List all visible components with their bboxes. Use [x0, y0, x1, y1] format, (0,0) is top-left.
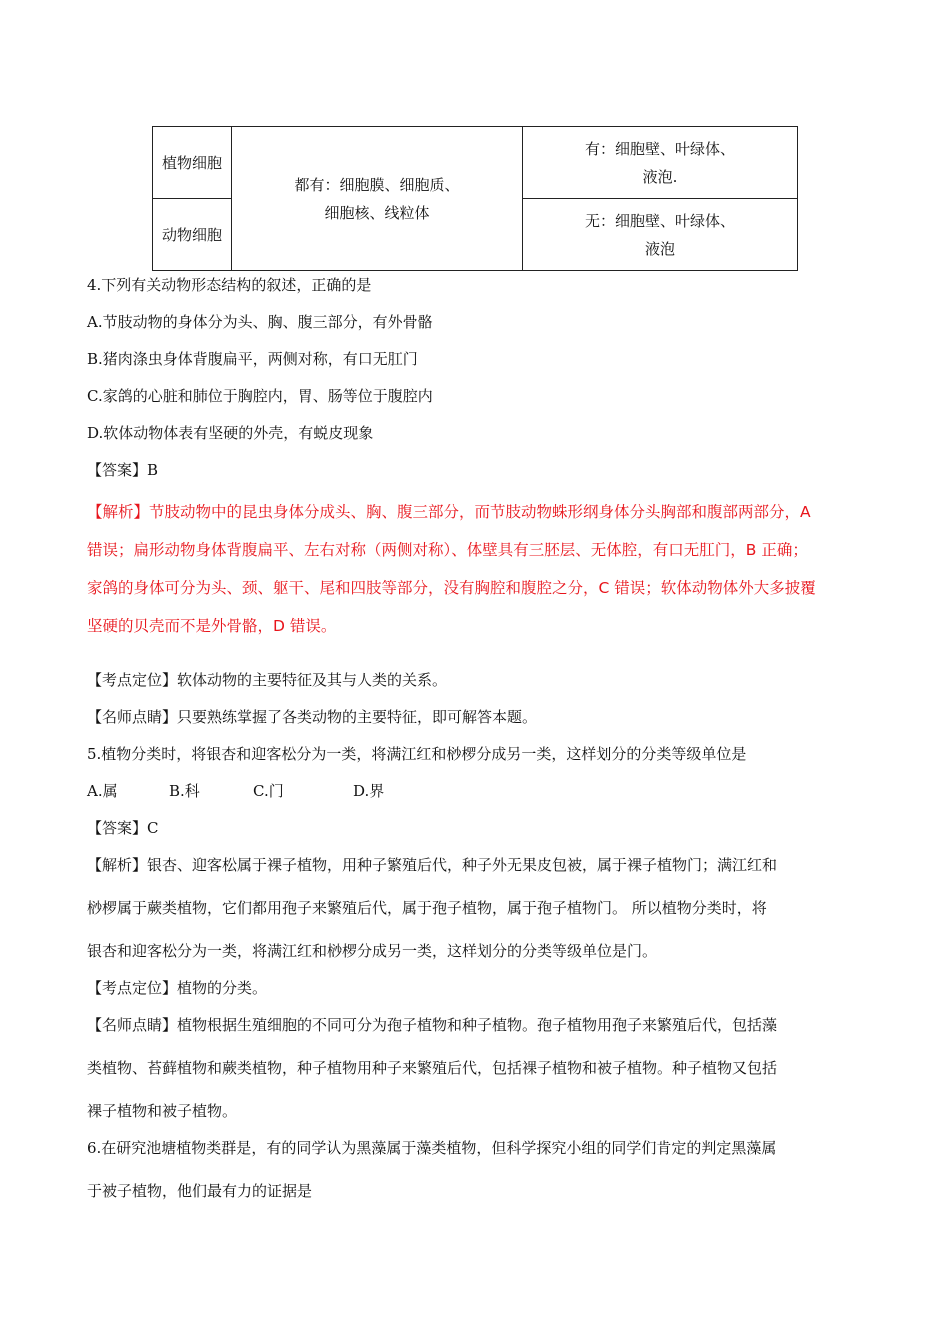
table-cell-common: [232, 127, 523, 271]
question-4-option-d: D.软体动物体表有坚硬的外壳，有蜕皮现象: [87, 424, 374, 442]
question-5-analysis-line: 桫椤属于蕨类植物，它们都用孢子来繁殖后代，属于孢子植物，属于孢子植物门。 所以植物分类时，将: [87, 899, 767, 917]
question-5-stem: 5.植物分类时，将银杏和迎客松分为一类，将满江红和桫椤分成另一类，这样划分的分类等级单位是: [87, 745, 747, 763]
question-4-answer: 【答案】B: [87, 461, 159, 479]
question-6-stem-line: 6.在研究池塘植物类群是，有的同学认为黑藻属于藻类植物，但科学探究小组的同学们肯定的判定黑藻属: [87, 1139, 777, 1157]
question-4-analysis: [87, 493, 877, 645]
analysis-line: 坚硬的贝壳而不是外骨骼，D 错误。: [87, 617, 337, 635]
question-5-option-d: D.界: [353, 782, 385, 800]
table-cell-plant-label: [153, 127, 232, 199]
table-row: [153, 127, 798, 199]
diff-line: 液泡.: [642, 167, 678, 186]
diff-line: 有：细胞壁、叶绿体、: [584, 139, 735, 158]
question-4-kaodian: 【考点定位】软体动物的主要特征及其与人类的关系。: [87, 671, 448, 689]
question-5-mingshi-line: 裸子植物和被子植物。: [87, 1102, 238, 1120]
question-5-kaodian: 【考点定位】植物的分类。: [87, 979, 268, 997]
question-5-option-c: C.门: [253, 782, 284, 800]
table-cell-plant-diff: [523, 127, 798, 199]
common-line: 细胞核、线粒体: [324, 203, 430, 222]
question-5-analysis-line: 【解析】银杏、迎客松属于裸子植物，用种子繁殖后代，种子外无果皮包被，属于裸子植物门；满江红和: [87, 856, 778, 874]
analysis-line: 家鸽的身体可分为头、颈、躯干、尾和四肢等部分，没有胸腔和腹腔之分，C 错误；软体动物体外大多披覆: [87, 579, 816, 597]
question-4-mingshi: 【名师点睛】只要熟练掌握了各类动物的主要特征，即可解答本题。: [87, 708, 538, 726]
table-cell-animal-label: [153, 199, 232, 271]
diff-line: 无：细胞壁、叶绿体、: [584, 211, 735, 230]
row-label: 动物细胞: [161, 225, 222, 244]
question-5-mingshi-line: 【名师点睛】植物根据生殖细胞的不同可分为孢子植物和种子植物。孢子植物用孢子来繁殖后代，包括藻: [87, 1016, 778, 1034]
diff-line: 液泡: [644, 239, 675, 258]
common-line: 都有：细胞膜、细胞质、: [294, 175, 460, 194]
question-4-option-a: A.节肢动物的身体分为头、胸、腹三部分，有外骨骼: [87, 313, 433, 331]
question-4-option-b: B.猪肉涤虫身体背腹扁平，两侧对称，有口无肛门: [87, 350, 418, 368]
question-4-option-c: C.家鸽的心脏和肺位于胸腔内，胃、肠等位于腹腔内: [87, 387, 433, 405]
analysis-line: 错误；扁形动物身体背腹扁平、左右对称（两侧对称）、体壁具有三胚层、无体腔，有口无肛门，B 正确；: [87, 541, 808, 559]
question-5-analysis-line: 银杏和迎客松分为一类，将满江红和桫椤分成另一类，这样划分的分类等级单位是门。: [87, 942, 658, 960]
cell-comparison-table: [152, 126, 798, 271]
analysis-line: 【解析】节肢动物中的昆虫身体分成头、胸、腹三部分，而节肢动物蛛形纲身体分头胸部和腹部两部分，A: [87, 503, 811, 521]
question-6-stem-line: 于被子植物，他们最有力的证据是: [87, 1182, 313, 1200]
question-5-option-a: A.属: [87, 782, 118, 800]
question-5-answer: 【答案】C: [87, 819, 159, 837]
question-5-mingshi-line: 类植物、苔藓植物和蕨类植物，种子植物用种子来繁殖后代，包括裸子植物和被子植物。种子植物又包括: [87, 1059, 778, 1077]
table-cell-animal-diff: [523, 199, 798, 271]
question-4-stem: 4.下列有关动物形态结构的叙述，正确的是: [87, 276, 372, 294]
row-label: 植物细胞: [161, 153, 222, 172]
question-5-option-b: B.科: [169, 782, 200, 800]
question-5-options: [87, 781, 384, 801]
